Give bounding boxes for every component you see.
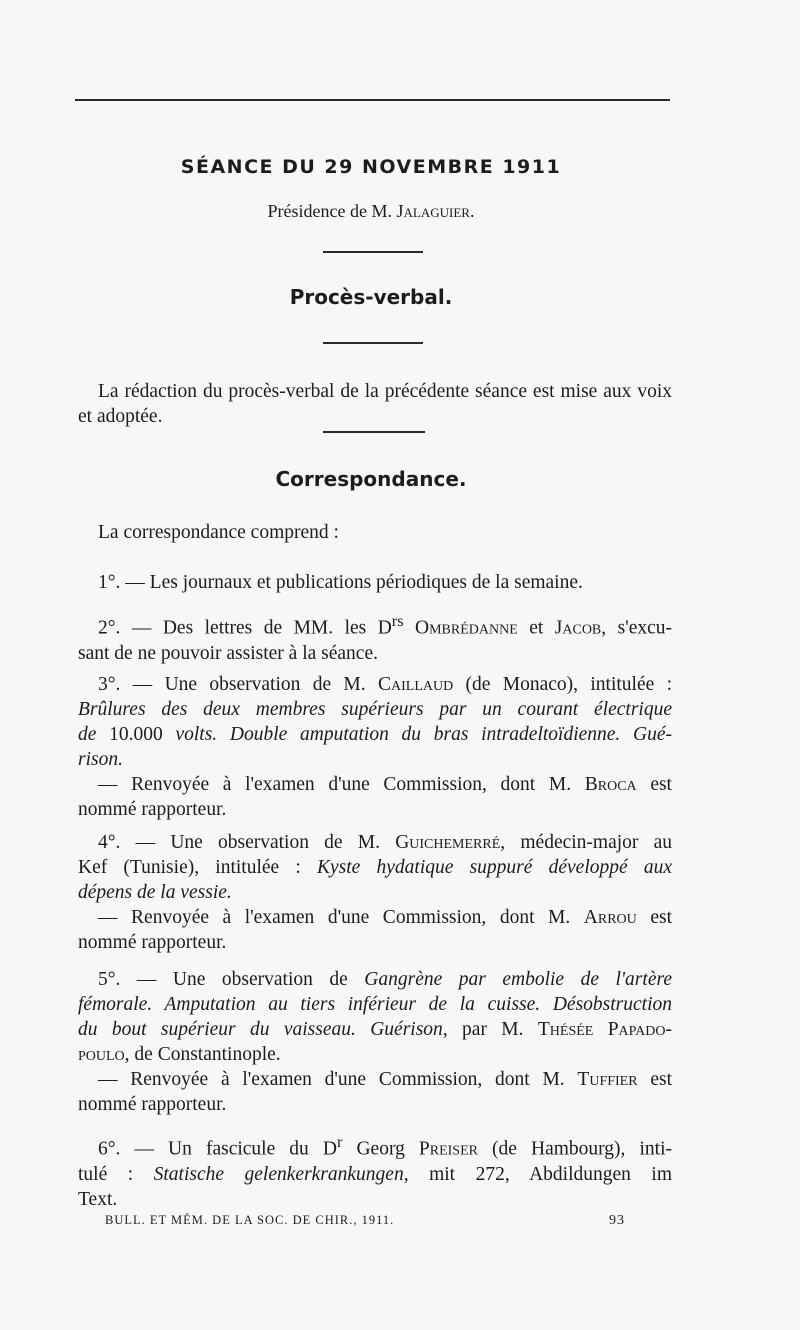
- top-rule: [75, 99, 670, 101]
- item-6: 6°. — Un fascicule du $D^r$ Georg Preiser (de Hambourg), inti- tulé : Statische gelenkerkrankungen, mit 272, Abdildungen im Text.: [78, 1133, 672, 1210]
- item-4: 4°. — Une observation de M. Guichemerré, médecin-major au Kef (Tunisie), intitulée : Kyste hydatique suppuré développé aux dépens de la vessie. — Renvoyée à l'examen d'une Commission, dont M. Arrou est nommé rapporteur.: [78, 832, 672, 953]
- observation-title: Gangrène par embolie de l'artère: [364, 969, 672, 990]
- divider-rule: [323, 342, 423, 344]
- item-3: 3°. — Une observation de M. Caillaud (de Monaco), intitulée : Brûlures des deux membres supérieurs par un courant électrique de 10.000 volts. Double amputation du bras intradeltoïdienne. Gué- rison. — Renvoyée à l'examen d'une Commission, dont M. Broca est nommé rapporteur.: [78, 674, 673, 820]
- presidence-prefix: Présidence de M.: [267, 201, 397, 221]
- person-name: Thésée Papado-: [537, 1019, 672, 1040]
- item-2: 2°. — Des lettres de MM. les $D^{rs}$ Ombrédanne et Jacob, s'excu- sant de ne pouvoir assister à la séance.: [78, 612, 673, 664]
- rapporteur-name: Arrou: [583, 907, 637, 928]
- divider-rule: [323, 251, 423, 253]
- president-name: Jalaguier: [396, 201, 470, 221]
- presidence-line: [0, 201, 742, 222]
- proces-verbal-heading: Procès-verbal.: [289, 285, 453, 309]
- rapporteur-name: Tuffier: [577, 1069, 638, 1090]
- item-5: 5°. — Une observation de Gangrène par embolie de l'artère fémorale. Amputation au tiers inférieur de la cuisse. Désobstruction du bout supérieur du vaisseau. Guérison, par M. Thésée Papado- poulo, de Constantinople. — Renvoyée à l'examen d'une Commission, dont M. Tuffier est nommé rapporteur.: [78, 969, 672, 1115]
- divider-rule: [323, 431, 425, 433]
- rapporteur-name: Broca: [584, 774, 637, 795]
- person-name: Ombrédanne: [415, 617, 518, 639]
- observation-title: Brûlures des deux membres supérieurs par un courant électrique: [78, 699, 672, 720]
- footer-journal: BULL. ET MÉM. DE LA SOC. DE CHIR., 1911.: [105, 1213, 395, 1227]
- proces-verbal-text: La rédaction du procès-verbal de la précédente séance est mise aux voix et adoptée.: [78, 381, 672, 427]
- correspondance-heading: Correspondance.: [275, 467, 467, 491]
- observation-title: Kyste hydatique suppuré développé aux: [316, 857, 672, 878]
- book-title: Statische gelenkerkrankungen: [153, 1163, 404, 1185]
- page-number: 93: [609, 1213, 625, 1228]
- presidence-suffix: .: [469, 201, 475, 221]
- correspondance-intro: La correspondance comprend :: [98, 522, 339, 543]
- person-name: Jacob: [554, 617, 602, 639]
- person-name: Caillaud: [377, 674, 454, 695]
- item-1: 1°. — Les journaux et publications périodiques de la semaine.: [98, 572, 583, 593]
- person-name: Preiser: [418, 1138, 478, 1160]
- seance-title: SÉANCE DU 29 NOVEMBRE 1911: [180, 156, 562, 178]
- person-name: Guichemerré: [395, 832, 501, 853]
